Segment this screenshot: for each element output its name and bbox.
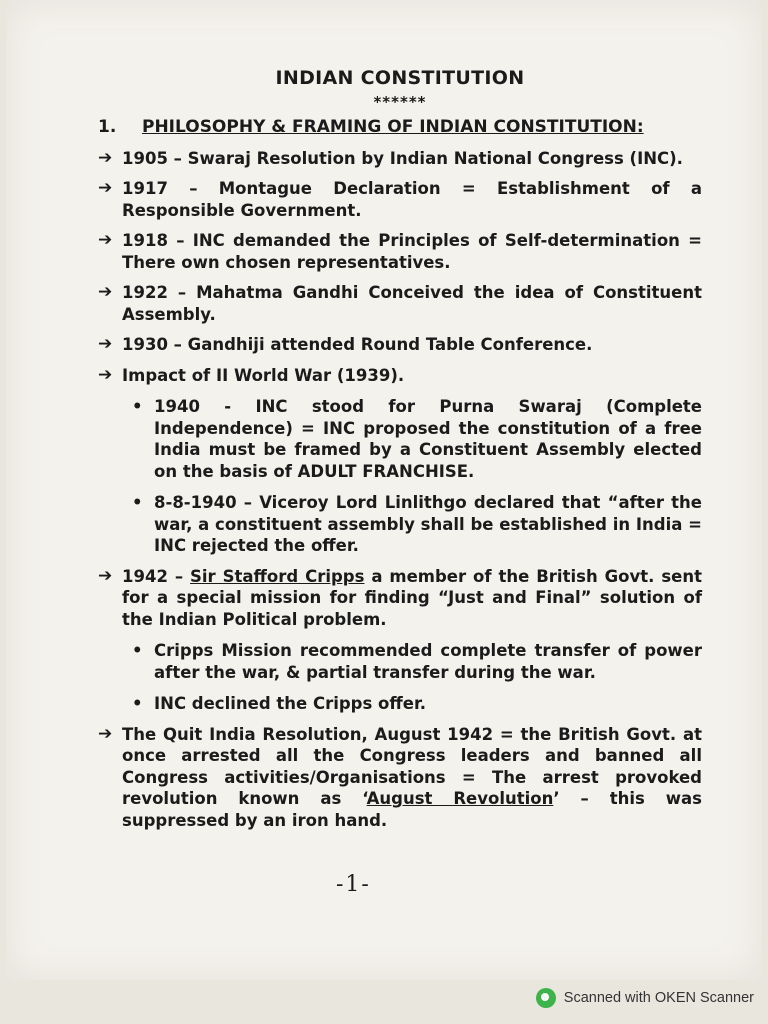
arrow-icon: ➔ [98, 178, 113, 198]
list-item [98, 724, 702, 832]
list-item [98, 282, 702, 325]
section-heading [98, 117, 702, 139]
quit-india-rest: ’ – this was suppressed by an iron hand. [122, 789, 702, 830]
scanner-label: Scanned with OKEN Scanner [563, 990, 754, 1006]
sub-item-text: Cripps Mission recommended complete transfer of power after the war, & partial transfer during the war. [154, 641, 702, 682]
item-text: 1922 – Mahatma Gandhi Conceived the idea of Constituent Assembly. [122, 283, 702, 324]
bullet-icon: • [132, 694, 143, 713]
sub-list-item [132, 640, 702, 683]
item-text: 1917 – Montague Declaration = Establishment of a Responsible Government. [122, 179, 702, 220]
item-text: 1930 – Gandhiji attended Round Table Conference. [122, 335, 593, 354]
list-item [98, 334, 702, 356]
bullet-icon: • [132, 641, 143, 660]
august-revolution-term: August Revolution [366, 789, 554, 808]
sub-list-item [132, 492, 702, 557]
list-item [98, 230, 702, 273]
item-text: Impact of II World War (1939). [122, 365, 405, 385]
arrow-icon: ➔ [98, 364, 113, 385]
scanner-watermark [536, 988, 754, 1008]
bullet-icon: • [132, 493, 143, 512]
list-item [98, 365, 702, 387]
arrow-icon: ➔ [98, 282, 113, 302]
sub-item-text: INC declined the Cripps offer. [154, 694, 426, 713]
cripps-lead: 1942 – [122, 566, 191, 586]
scanner-logo-icon [536, 988, 556, 1008]
quit-india-lead: The Quit India Resolution, August 1942 = the British Govt. at once arrested all the Congress leaders and banned all Congress activities/Organisations = The arrest provoked revolution known as ‘ [122, 724, 702, 808]
sub-item-text: 1940 - INC stood for Purna Swaraj (Complete Independence) = INC proposed the constitution of a free India must be framed by a Constituent Assembly elected on the basis of ADULT FRANCHISE. [154, 397, 702, 481]
arrow-icon: ➔ [98, 334, 113, 354]
document-title: INDIAN CONSTITUTION [275, 67, 525, 89]
document-body [98, 62, 702, 831]
arrow-icon: ➔ [98, 723, 113, 744]
list-item [98, 566, 702, 631]
bullet-icon: • [132, 397, 143, 416]
arrow-icon: ➔ [98, 147, 113, 168]
section-number: 1. [98, 117, 117, 137]
list-item [98, 148, 702, 170]
sub-item-text: 8-8-1940 – Viceroy Lord Linlithgo declared that “after the war, a constituent assembly shall be established in India = INC rejected the offer. [154, 493, 702, 555]
sub-list-item [132, 396, 702, 482]
item-text [122, 724, 702, 832]
arrow-icon: ➔ [98, 230, 113, 250]
section-heading-text: PHILOSOPHY & FRAMING OF INDIAN CONSTITUTION: [142, 117, 644, 137]
cripps-rest: a member of the British Govt. sent for a special mission for finding “Just and Final” solution of the Indian Political problem. [122, 566, 702, 629]
cripps-name: Sir Stafford Cripps [190, 566, 365, 586]
item-text [122, 566, 702, 631]
item-text: 1905 – Swaraj Resolution by Indian National Congress (INC). [122, 148, 683, 168]
sub-list-item [132, 693, 702, 715]
arrow-icon: ➔ [98, 565, 113, 586]
list-item [98, 178, 702, 221]
title-separator: ****** [373, 92, 427, 111]
page-number: -1- [336, 872, 371, 897]
item-text: 1918 – INC demanded the Principles of Self-determination = There own chosen representatives. [122, 231, 702, 272]
